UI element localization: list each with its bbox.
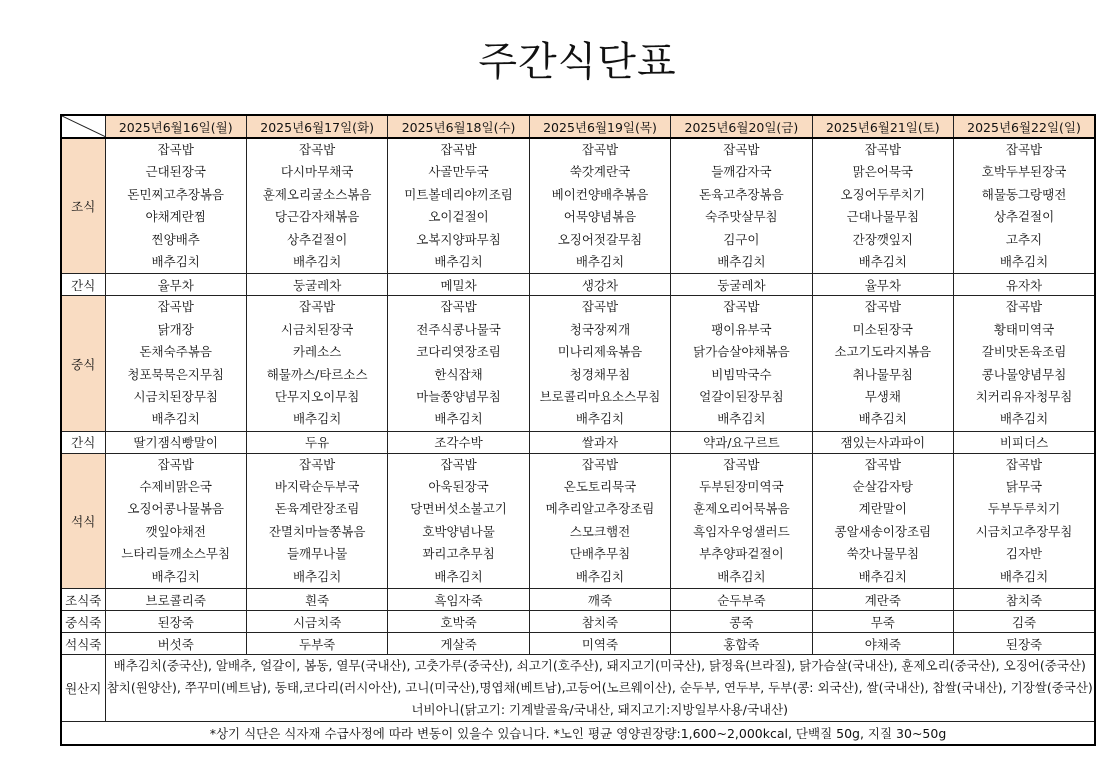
snack2-item: 비피더스 xyxy=(954,431,1095,453)
dish-item: 맑은어묵국 xyxy=(852,164,914,180)
dish-item: 잡곡밥 xyxy=(864,142,901,157)
dish-item: 순살감자탕 xyxy=(852,479,914,495)
dish-item: 돈육계란장조림 xyxy=(274,501,360,517)
dish-item: 브로콜리마요소스무침 xyxy=(539,388,661,404)
diagonal-line-icon xyxy=(62,116,105,137)
breakfast-day-cell xyxy=(529,138,670,274)
dish-item: 배추김치 xyxy=(292,411,342,427)
dish-item: 잡곡밥 xyxy=(723,299,760,315)
origin-line: 너비아니(닭고기: 기계발골육/국내산, 돼지고기:지방일부사용/국내산) xyxy=(411,702,789,718)
breakfast-day-cell xyxy=(954,138,1095,274)
porridge_lunch-row xyxy=(61,611,1095,633)
dish-item: 김구이 xyxy=(723,231,760,247)
breakfast-day-cell xyxy=(671,138,812,274)
dish-item: 청포묵묵은지무침 xyxy=(127,366,225,382)
dish-item: 잡곡밥 xyxy=(1005,142,1043,157)
dish-item: 호박두부된장국 xyxy=(981,164,1067,180)
dish-item: 근대나물무침 xyxy=(846,209,920,225)
dish-item: 상추겉절이 xyxy=(286,231,348,247)
dish-item: 황태미역국 xyxy=(993,321,1055,337)
date-header-3: 2025년6월19일(목) xyxy=(529,115,670,138)
porridge_breakfast-item: 흑임자죽 xyxy=(388,589,529,611)
dish-item: 한식잡채 xyxy=(434,366,483,382)
dish-item: 야채계란찜 xyxy=(145,209,206,225)
dish-item: 당근감자채볶음 xyxy=(274,209,360,225)
dinner-day-cell xyxy=(388,453,529,588)
snack1-row xyxy=(61,274,1095,296)
porridge_dinner-item: 미역죽 xyxy=(529,633,670,655)
dish-item: 코다리엿장조림 xyxy=(416,344,501,360)
dish-item: 메추리알고추장조림 xyxy=(545,501,655,517)
dish-item: 당면버섯소불고기 xyxy=(410,501,507,517)
dish-item: 다시마무채국 xyxy=(280,164,354,180)
dish-item: 배추김치 xyxy=(717,568,766,584)
dish-item: 배추김치 xyxy=(999,253,1049,269)
dish-item: 해물동그랑땡전 xyxy=(981,186,1067,202)
porridge_lunch-item: 참치죽 xyxy=(529,611,670,633)
dish-item: 무생채 xyxy=(864,388,901,404)
dish-item: 배추김치 xyxy=(999,568,1049,584)
dish-item: 배추김치 xyxy=(151,411,200,427)
porridge_dinner-item: 두부죽 xyxy=(246,633,387,655)
dish-item: 잡곡밥 xyxy=(864,456,901,472)
dinner-label: 석식 xyxy=(61,453,105,588)
dish-item: 잡곡밥 xyxy=(1005,456,1043,472)
dish-item: 오복지양파무침 xyxy=(416,231,501,247)
dish-item: 잡곡밥 xyxy=(581,456,619,472)
dish-item: 청국장찌개 xyxy=(569,321,631,337)
dish-item: 배추김치 xyxy=(151,253,200,269)
dish-item: 배추김치 xyxy=(434,411,483,427)
dish-item: 수제비맑은국 xyxy=(139,479,212,495)
breakfast-day-cell xyxy=(246,138,387,274)
dish-item: 느타리들깨소스무침 xyxy=(121,546,231,562)
dish-item: 쑥갓나물무침 xyxy=(846,546,920,562)
dish-item: 소고기도라지볶음 xyxy=(834,344,932,360)
dish-item: 찐양배추 xyxy=(151,231,200,247)
footnote: *상기 식단은 식자재 수급사정에 따라 변동이 있을수 있습니다. *노인 평균 영양권장량:1,600~2,000kcal, 단백질 50g, 지질 30~50g xyxy=(61,722,1095,746)
porridge_lunch-item: 호박죽 xyxy=(388,611,529,633)
dish-item: 잡곡밥 xyxy=(581,142,619,157)
snack1-item: 율무차 xyxy=(812,274,953,296)
dish-item: 부추양파겉절이 xyxy=(699,546,784,562)
dish-item: 청경채무침 xyxy=(569,366,631,382)
dish-item: 치커리유자청무침 xyxy=(975,388,1073,404)
note-row xyxy=(61,722,1095,746)
dinner-day-cell xyxy=(671,453,812,588)
dish-item: 아욱된장국 xyxy=(428,479,489,495)
dish-item: 온도토리묵국 xyxy=(563,479,637,495)
dish-item: 잡곡밥 xyxy=(440,299,477,315)
dinner-day-cell xyxy=(246,453,387,588)
lunch-day-cell xyxy=(529,296,670,431)
dish-item: 쑥갓계란국 xyxy=(569,164,631,180)
snack1-label: 간식 xyxy=(61,274,105,296)
breakfast-label: 조식 xyxy=(61,138,105,274)
dish-item: 바지락순두부국 xyxy=(274,479,360,495)
dish-item: 배추김치 xyxy=(858,253,907,269)
date-header-2: 2025년6월18일(수) xyxy=(388,115,529,138)
dish-item: 훈제오리어묵볶음 xyxy=(693,501,790,517)
corner-cell xyxy=(61,115,105,138)
dish-item: 콩나물양념무침 xyxy=(981,366,1067,382)
dish-item: 들깨무나물 xyxy=(286,546,348,562)
origin-cell xyxy=(105,655,1095,722)
porridge_breakfast-item: 계란죽 xyxy=(812,589,953,611)
dish-item: 두부된장미역국 xyxy=(699,479,784,495)
dish-item: 사골만두국 xyxy=(428,164,489,180)
snack2-item: 쌀과자 xyxy=(529,431,670,453)
porridge_dinner-item: 된장죽 xyxy=(954,633,1095,655)
dish-item: 배추김치 xyxy=(999,411,1049,427)
dish-item: 닭무국 xyxy=(1005,479,1043,495)
dish-item: 팽이유부국 xyxy=(711,321,772,337)
dish-item: 비빔막국수 xyxy=(711,366,772,382)
dish-item: 잡곡밥 xyxy=(440,142,477,157)
porridge_dinner-row xyxy=(61,633,1095,655)
dish-item: 배추김치 xyxy=(292,568,342,584)
dish-item: 단배추무침 xyxy=(569,546,631,562)
lunch-day-cell xyxy=(954,296,1095,431)
porridge_breakfast-item: 흰죽 xyxy=(246,589,387,611)
snack2-item: 조각수박 xyxy=(388,431,529,453)
page-title: 주간식단표 xyxy=(478,39,677,85)
dish-item: 김자반 xyxy=(1005,546,1043,562)
dish-item: 배추김치 xyxy=(858,568,907,584)
lunch-row xyxy=(61,296,1095,431)
dish-item: 취나물무침 xyxy=(852,366,914,382)
snack1-item: 유자차 xyxy=(954,274,1095,296)
dish-item: 단무지오이무침 xyxy=(274,388,360,404)
dish-item: 잡곡밥 xyxy=(299,142,336,157)
breakfast-day-cell xyxy=(105,138,246,274)
dish-item: 돈민찌고추장볶음 xyxy=(127,186,225,202)
snack2-item: 약과/요구르트 xyxy=(671,431,812,453)
dish-item: 시금치고추장무침 xyxy=(975,523,1073,539)
dish-item: 잡곡밥 xyxy=(157,456,194,472)
dish-item: 호박양념나물 xyxy=(422,523,495,539)
dish-item: 베이컨양배추볶음 xyxy=(551,186,649,202)
dish-item: 오징어콩나물볶음 xyxy=(127,501,225,517)
weekly-menu-table xyxy=(60,114,1096,746)
porridge_breakfast-item: 순두부죽 xyxy=(671,589,812,611)
dish-item: 카레소스 xyxy=(292,344,342,360)
dish-item: 고추지 xyxy=(1005,231,1043,247)
dish-item: 잡곡밥 xyxy=(864,299,901,315)
porridge_dinner-label: 석식죽 xyxy=(61,633,105,655)
snack2-label: 간식 xyxy=(61,431,105,453)
dish-item: 계란말이 xyxy=(858,501,907,517)
lunch-day-cell xyxy=(388,296,529,431)
dinner-day-cell xyxy=(954,453,1095,588)
porridge_breakfast-row xyxy=(61,589,1095,611)
dish-item: 깻잎야채전 xyxy=(145,523,206,539)
breakfast-day-cell xyxy=(812,138,953,274)
porridge_dinner-item: 버섯죽 xyxy=(105,633,246,655)
dish-item: 들깨감자국 xyxy=(711,164,772,180)
dish-item: 배추김치 xyxy=(717,253,766,269)
dish-item: 콩알새송이장조림 xyxy=(834,523,932,539)
dish-item: 오이겉절이 xyxy=(428,209,489,225)
dish-item: 오징어젓갈무침 xyxy=(557,231,643,247)
dish-item: 배추김치 xyxy=(575,411,625,427)
dish-item: 어묵양념볶음 xyxy=(563,209,637,225)
dish-item: 잡곡밥 xyxy=(157,299,194,315)
dinner-day-cell xyxy=(812,453,953,588)
lunch-label: 중식 xyxy=(61,296,105,431)
dish-item: 배추김치 xyxy=(575,253,625,269)
dish-item: 오징어두루치기 xyxy=(840,186,926,202)
dish-item: 시금치된장무침 xyxy=(133,388,218,404)
dish-item: 배추김치 xyxy=(292,253,342,269)
porridge_lunch-item: 콩죽 xyxy=(671,611,812,633)
dish-item: 잡곡밥 xyxy=(299,456,336,472)
dish-item: 훈제오리굴소스볶음 xyxy=(262,186,372,202)
origin-row xyxy=(61,655,1095,722)
dish-item: 잔멸치마늘쫑볶음 xyxy=(268,523,366,539)
dish-item: 배추김치 xyxy=(151,568,200,584)
porridge_lunch-item: 된장죽 xyxy=(105,611,246,633)
porridge_lunch-item: 시금치죽 xyxy=(246,611,387,633)
snack2-item: 딸기잼식빵말이 xyxy=(105,431,246,453)
dish-item: 배추김치 xyxy=(858,411,907,427)
porridge_lunch-label: 중식죽 xyxy=(61,611,105,633)
lunch-day-cell xyxy=(105,296,246,431)
dish-item: 잡곡밥 xyxy=(1005,299,1043,315)
porridge_dinner-item: 홍합죽 xyxy=(671,633,812,655)
porridge_breakfast-label: 조식죽 xyxy=(61,589,105,611)
date-header-6: 2025년6월22일(일) xyxy=(954,115,1095,138)
date-header-4: 2025년6월20일(금) xyxy=(671,115,812,138)
dish-item: 닭개장 xyxy=(157,321,194,337)
breakfast-row xyxy=(61,138,1095,274)
breakfast-day-cell xyxy=(388,138,529,274)
dish-item: 잡곡밥 xyxy=(299,299,336,315)
dish-item: 꽈리고추무침 xyxy=(422,546,495,562)
dish-item: 마늘쫑양념무침 xyxy=(416,388,501,404)
dish-item: 간장깻잎지 xyxy=(852,231,914,247)
dish-item: 잡곡밥 xyxy=(723,456,760,472)
dinner-row xyxy=(61,453,1095,588)
date-header-row xyxy=(61,115,1095,138)
snack1-item: 율무차 xyxy=(105,274,246,296)
dish-item: 배추김치 xyxy=(575,568,625,584)
dish-item: 상추겉절이 xyxy=(993,209,1055,225)
dish-item: 숙주맛살무침 xyxy=(705,209,778,225)
dish-item: 배추김치 xyxy=(717,411,766,427)
dish-item: 얼갈이된장무침 xyxy=(699,388,784,404)
date-header-5: 2025년6월21일(토) xyxy=(812,115,953,138)
snack2-item: 두유 xyxy=(246,431,387,453)
dish-item: 두부두루치기 xyxy=(987,501,1061,517)
dish-item: 스모크햄전 xyxy=(569,523,631,539)
snack2-row xyxy=(61,431,1095,453)
porridge_breakfast-item: 브로콜리죽 xyxy=(105,589,246,611)
dish-item: 돈육고추장볶음 xyxy=(699,186,784,202)
porridge_lunch-item: 김죽 xyxy=(954,611,1095,633)
porridge_breakfast-item: 참치죽 xyxy=(954,589,1095,611)
origin-line: 배추김치(중국산), 알배추, 얼갈이, 봄동, 열무(국내산), 고춧가루(중국산), 쇠고기(호주산), 돼지고기(미국산), 닭정육(브라질), 닭가슴살(국내산), 훈제오리(중국산), 오징어(중국산) xyxy=(113,658,1086,674)
dish-item: 시금치된장국 xyxy=(280,321,354,337)
lunch-day-cell xyxy=(671,296,812,431)
dish-item: 갈비맛돈육조림 xyxy=(981,344,1067,360)
dish-item: 닭가슴살야채볶음 xyxy=(693,344,790,360)
dish-item: 흑임자우엉샐러드 xyxy=(693,523,790,539)
porridge_dinner-item: 야채죽 xyxy=(812,633,953,655)
snack2-item: 잼있는사과파이 xyxy=(812,431,953,453)
dish-item: 잡곡밥 xyxy=(723,142,760,157)
dish-item: 근대된장국 xyxy=(145,164,206,180)
snack1-item: 메밀차 xyxy=(388,274,529,296)
porridge_dinner-item: 게살죽 xyxy=(388,633,529,655)
dish-item: 잡곡밥 xyxy=(581,299,619,315)
date-header-0: 2025년6월16일(월) xyxy=(105,115,246,138)
dish-item: 미트볼데리야끼조림 xyxy=(404,186,513,202)
lunch-day-cell xyxy=(246,296,387,431)
snack1-item: 둥굴레차 xyxy=(246,274,387,296)
dish-item: 해물까스/타르소스 xyxy=(266,366,368,382)
origin-line: 참치(원양산), 쭈꾸미(베트남), 동태,코다리(러시아산), 고니(미국산),명엽채(베트남),고등어(노르웨이산), 순두부, 연두부, 두부(콩: 외국산), 쌀(국내산), 찹쌀(국내산), 기장쌀(중국산) xyxy=(106,680,1093,696)
dish-item: 미나리제육볶음 xyxy=(557,344,643,360)
origin-label: 원산지 xyxy=(61,655,105,722)
date-header-1: 2025년6월17일(화) xyxy=(246,115,387,138)
dinner-day-cell xyxy=(105,453,246,588)
dish-item: 잡곡밥 xyxy=(440,456,477,472)
snack1-item: 생강차 xyxy=(529,274,670,296)
dish-item: 배추김치 xyxy=(434,253,483,269)
dinner-day-cell xyxy=(529,453,670,588)
dish-item: 돈채숙주볶음 xyxy=(139,344,212,360)
dish-item: 잡곡밥 xyxy=(157,142,194,157)
dish-item: 미소된장국 xyxy=(852,321,914,337)
snack1-item: 둥굴레차 xyxy=(671,274,812,296)
porridge_lunch-item: 무죽 xyxy=(812,611,953,633)
dish-item: 전주식콩나물국 xyxy=(416,321,501,337)
lunch-day-cell xyxy=(812,296,953,431)
dish-item: 배추김치 xyxy=(434,568,483,584)
porridge_breakfast-item: 깨죽 xyxy=(529,589,670,611)
